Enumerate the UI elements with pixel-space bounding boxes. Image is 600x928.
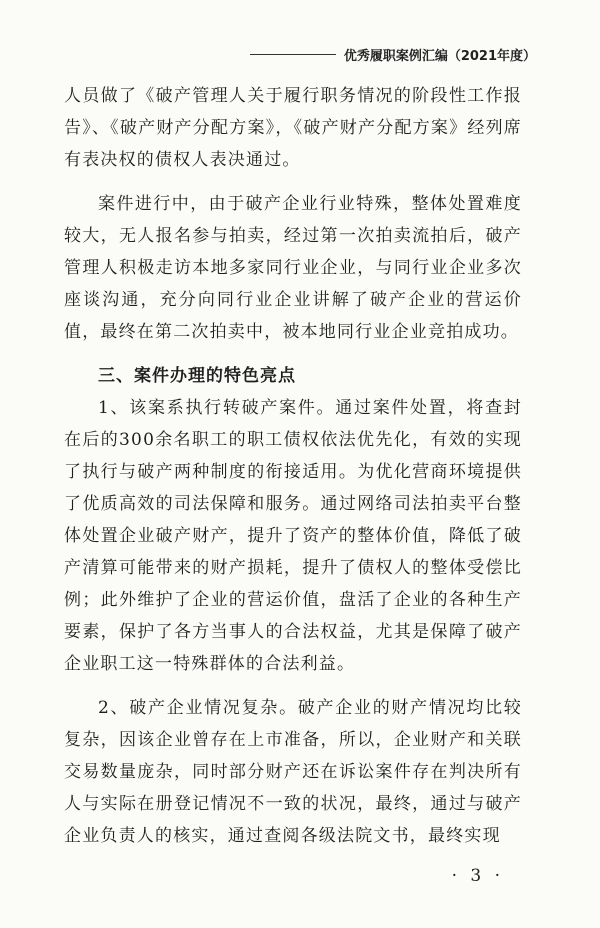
- paragraph-highlight-2: 2、破产企业情况复杂。破产企业的财产情况均比较复杂，因该企业曾存在上市准备，所以，企业财产和关联交易数量庞杂，同时部分财产还在诉讼案件存在判决所有人与实际在册登记情况不一致的状况，最终，通过与破产企业负责人的核实，通过查阅各级法院文书，最终实现: [64, 698, 522, 846]
- section-heading: 三、案件办理的特色亮点: [98, 366, 296, 386]
- paragraph-highlight-1: 1、该案系执行转破产案件。通过案件处置，将查封在后的300余名职工的职工债权依法优先化，有效的实现了执行与破产两种制度的衔接适用。为优化营商环境提供了优质高效的司法保障和服务。通过网络司法拍卖平台整体处置企业破产财产，提升了资产的整体价值，降低了破产清算可能带来的财产损耗，提升了债权人的整体受偿比例；此外维护了企业的营运价值，盘活了企业的各种生产要素，保护了各方当事人的合法权益，尤其是保障了破产企业职工这一特殊群体的合法利益。: [64, 398, 522, 674]
- header-rule: [250, 54, 336, 55]
- header-title: 优秀履职案例汇编（2021年度）: [343, 48, 536, 64]
- paragraph-auction: 案件进行中，由于破产企业行业特殊，整体处置难度较大，无人报名参与拍卖，经过第一次拍卖流拍后，破产管理人积极走访本地多家同行业企业，与同行业企业多次座谈沟通，充分向同行业企业讲解了破产企业的营运价值，最终在第二次拍卖中，被本地同行业企业竞拍成功。: [64, 194, 522, 342]
- page-number: · 3 ·: [451, 866, 504, 886]
- body-text: [64, 80, 522, 864]
- paragraph-continuation: 人员做了《破产管理人关于履行职务情况的阶段性工作报告》、《破产财产分配方案》，《破产财产分配方案》经列席有表决权的债权人表决通过。: [64, 86, 522, 170]
- running-header: [250, 42, 536, 66]
